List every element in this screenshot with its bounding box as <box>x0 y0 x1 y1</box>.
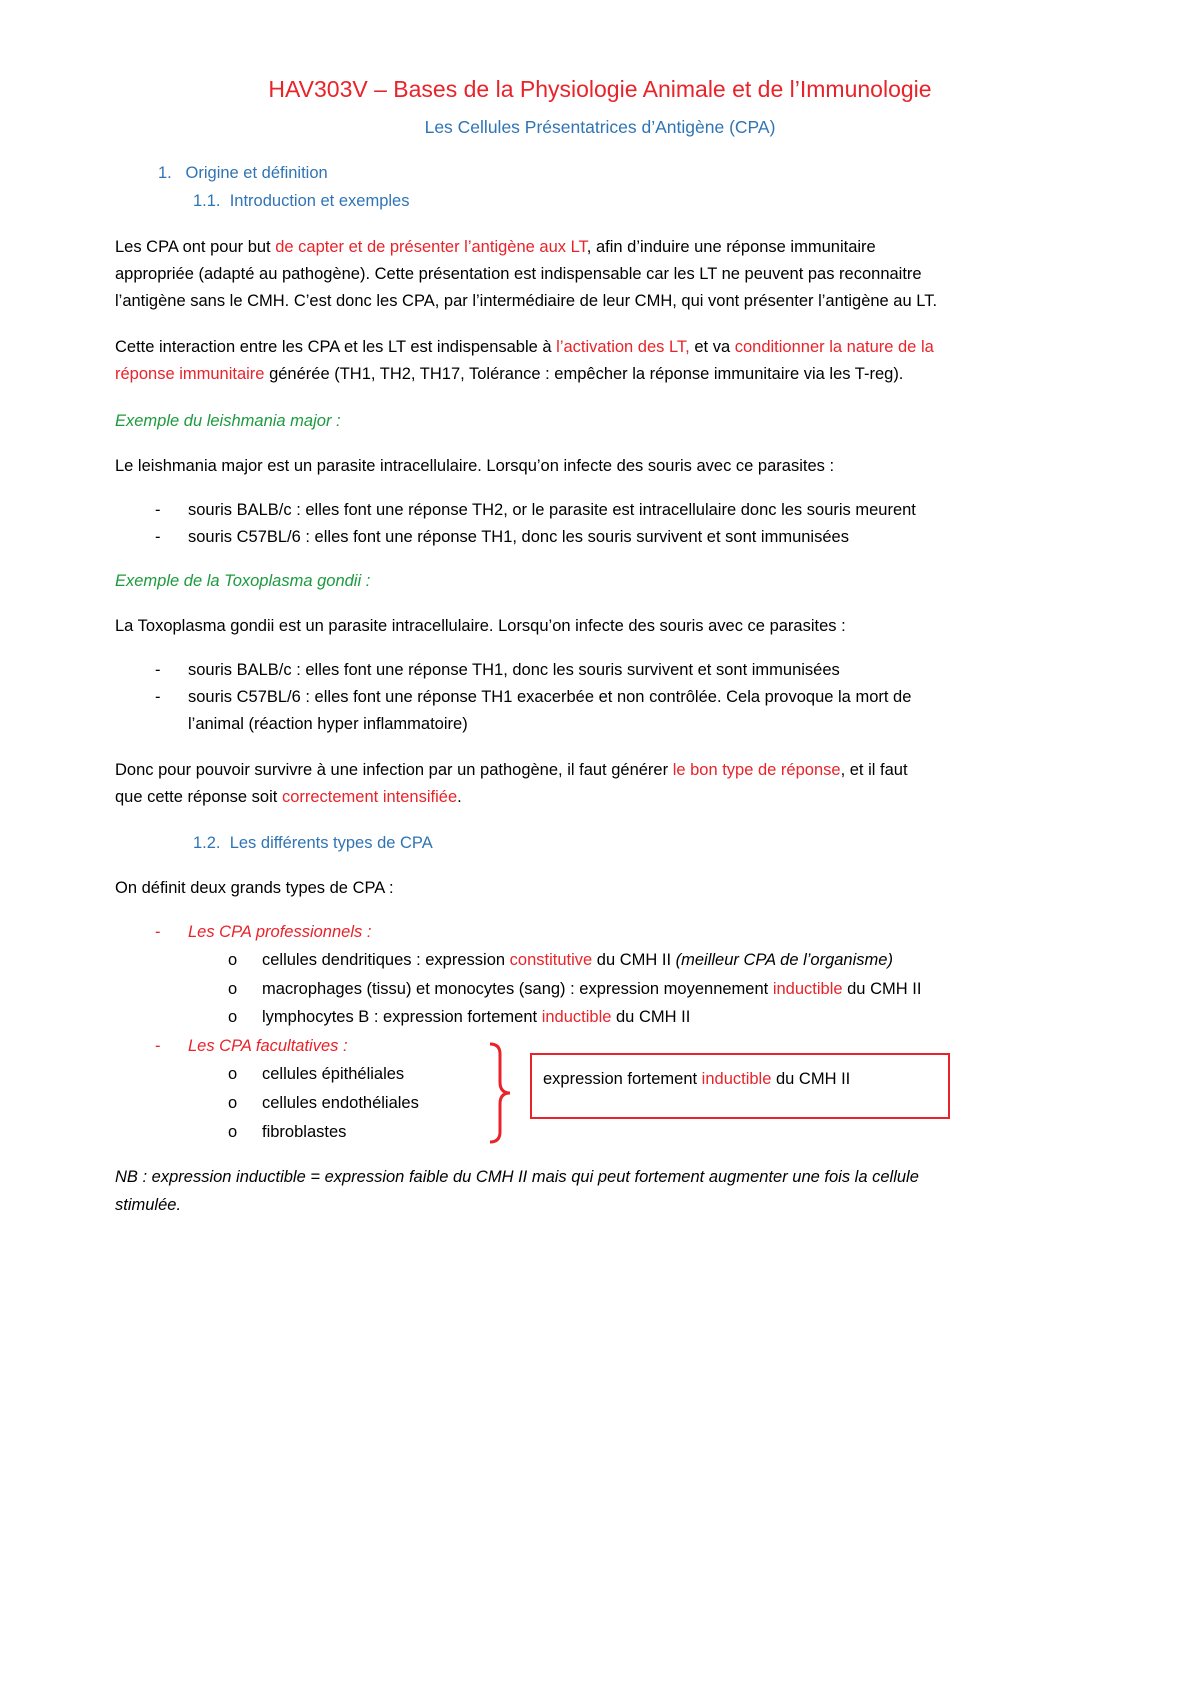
pro-item-text: cellules dendritiques : expression <box>262 951 510 969</box>
p1-highlight: de capter et de présenter l’antigène aux LT <box>275 238 587 256</box>
pro-item-text: macrophages (tissu) et monocytes (sang) : expression moyennement <box>262 980 773 998</box>
p2-highlight: conditionner la nature de la <box>734 338 934 356</box>
example-2-bullet-2: souris C57BL/6 : elles font une réponse TH1 exacerbée et non contrôlée. Cela provoque la mort de <box>188 688 912 706</box>
dash-bullet: - <box>155 1037 161 1055</box>
p3-text: Donc pour pouvoir survivre à une infection par un pathogène, il faut générer <box>115 761 673 779</box>
example-2-bullet-2-cont: l’animal (réaction hyper inflammatoire) <box>188 715 468 733</box>
example-1-bullet-2: souris C57BL/6 : elles font une réponse TH1, donc les souris survivent et sont immunisées <box>188 528 849 546</box>
example-2-intro: La Toxoplasma gondii est un parasite intracellulaire. Lorsqu’on infecte des souris avec ce parasites : <box>115 617 846 635</box>
callout-highlight: inductible <box>701 1070 772 1088</box>
circle-bullet: o <box>228 1123 238 1141</box>
pro-item-highlight: constitutive <box>509 951 593 969</box>
p1-text: , afin d’induire une réponse immunitaire <box>586 238 876 256</box>
paragraph-2-line-2 <box>115 363 903 385</box>
pro-item-text: du CMH II <box>611 1008 691 1026</box>
document-title: HAV303V – Bases de la Physiologie Animale et de l’Immunologie <box>268 76 932 102</box>
section-1-heading <box>158 162 328 184</box>
paragraph-3-line-1 <box>115 759 908 781</box>
example-1-heading: Exemple du leishmania major : <box>115 412 341 430</box>
fac-item-1: cellules épithéliales <box>262 1065 405 1083</box>
p3-text: que cette réponse soit <box>115 788 282 806</box>
dash-bullet: - <box>155 923 161 941</box>
pro-item-highlight: inductible <box>772 980 843 998</box>
nb-line-2: stimulée. <box>115 1196 182 1214</box>
document-subtitle: Les Cellules Présentatrices d’Antigène (CPA) <box>424 117 776 137</box>
paragraph-1-line-2: appropriée (adapté au pathogène). Cette présentation est indispensable car les LT ne peuvent pas reconnaitre <box>115 265 922 283</box>
callout-text-part: expression fortement <box>543 1070 702 1088</box>
p3-highlight: le bon type de réponse <box>672 761 841 779</box>
pro-item-note: (meilleur CPA de l’organisme) <box>675 951 893 969</box>
dash-bullet: - <box>155 501 161 519</box>
fac-cpa-label: Les CPA facultatives : <box>188 1037 348 1055</box>
pro-item-3 <box>262 1006 690 1028</box>
pro-item-1 <box>262 949 893 971</box>
dash-bullet: - <box>155 528 161 546</box>
callout-text <box>543 1068 850 1090</box>
curly-brace-icon <box>488 1042 514 1144</box>
pro-item-2 <box>262 978 921 1000</box>
p2-highlight: l’activation des LT, <box>556 338 690 356</box>
paragraph-1-line-3: l’antigène sans le CMH. C’est donc les CPA, par l’intermédiaire de leur CMH, qui vont présenter l’antigène au LT. <box>115 292 938 310</box>
section-1-1-label: Introduction et exemples <box>229 192 410 210</box>
example-2-heading: Exemple de la Toxoplasma gondii : <box>115 572 371 590</box>
circle-bullet: o <box>228 951 238 969</box>
p2-text: Cette interaction entre les CPA et les LT est indispensable à <box>115 338 557 356</box>
pro-item-text: du CMH II <box>592 951 676 969</box>
section-1-2-heading <box>193 832 433 854</box>
p3-text: . <box>457 788 462 806</box>
example-1-bullet-1: souris BALB/c : elles font une réponse TH2, or le parasite est intracellulaire donc les souris meurent <box>188 501 916 519</box>
example-2-bullet-1: souris BALB/c : elles font une réponse TH1, donc les souris survivent et sont immunisées <box>188 661 840 679</box>
section-1-2-label: Les différents types de CPA <box>229 834 433 852</box>
pro-cpa-label: Les CPA professionnels : <box>188 923 372 941</box>
p2-highlight: réponse immunitaire <box>115 365 265 383</box>
section-1-number: 1. <box>158 164 172 182</box>
p3-highlight: correctement intensifiée <box>281 788 458 806</box>
section-1-1-heading <box>193 190 409 212</box>
p3-text: , et il faut <box>840 761 908 779</box>
fac-item-3: fibroblastes <box>262 1123 347 1141</box>
circle-bullet: o <box>228 980 238 998</box>
nb-line-1: NB : expression inductible = expression faible du CMH II mais qui peut fortement augmenter une fois la cellule <box>115 1168 919 1186</box>
types-intro: On définit deux grands types de CPA : <box>115 879 394 897</box>
section-1-2-number: 1.2. <box>193 834 221 852</box>
circle-bullet: o <box>228 1065 238 1083</box>
pro-item-text: du CMH II <box>842 980 922 998</box>
pro-item-text: lymphocytes B : expression fortement <box>262 1008 542 1026</box>
circle-bullet: o <box>228 1094 238 1112</box>
paragraph-3-line-2 <box>115 786 462 808</box>
dash-bullet: - <box>155 661 161 679</box>
pro-item-highlight: inductible <box>541 1008 612 1026</box>
circle-bullet: o <box>228 1008 238 1026</box>
p2-text: et va <box>689 338 735 356</box>
example-1-intro: Le leishmania major est un parasite intracellulaire. Lorsqu’on infecte des souris avec ce parasites : <box>115 457 835 475</box>
p1-text: Les CPA ont pour but <box>115 238 276 256</box>
paragraph-2-line-1 <box>115 336 934 358</box>
dash-bullet: - <box>155 688 161 706</box>
section-1-1-number: 1.1. <box>193 192 221 210</box>
callout-text-part: du CMH II <box>771 1070 851 1088</box>
fac-item-2: cellules endothéliales <box>262 1094 419 1112</box>
section-1-label: Origine et définition <box>185 164 328 182</box>
paragraph-1-line-1 <box>115 236 876 258</box>
p2-text: générée (TH1, TH2, TH17, Tolérance : empêcher la réponse immunitaire via les T-reg). <box>264 365 904 383</box>
